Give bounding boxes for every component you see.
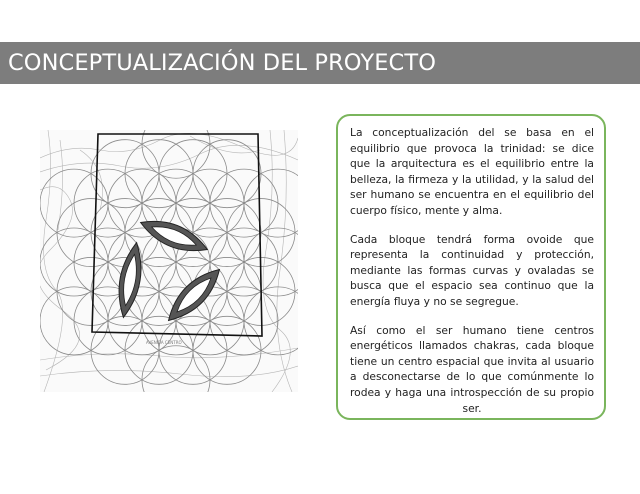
description-box [336, 114, 606, 420]
title-bar [0, 42, 640, 84]
paragraph-trinity: La conceptualización del se basa en el equilibrio que provoca la trinidad: se dice que la arquitectura es el equilibrio entre la belleza, la firmeza y la utilidad, y la salud del ser humano se encuentra en el equilibrio del cuerpo físico, mente y alma. [350, 126, 594, 217]
paragraph-chakras: Así como el ser humano tiene centros energéticos llamados chakras, cada bloque tiene un centro espacial que invita al usuario a desconectarse de lo que comúnmente lo rodea y haga una introspección de su propio ser. [350, 323, 594, 415]
slide-title: CONCEPTUALIZACIÓN DEL PROYECTO [8, 50, 437, 76]
plan-street-label: AVENIDA CENTRO [146, 340, 182, 345]
paragraph-ovoid-form: Cada bloque tendrá forma ovoide que representa la continuidad y protección, mediante las formas curvas y ovaladas se busca que el espacio sea continuo que la energía fluya y no se segregue. [350, 232, 594, 308]
flower-of-life-plan [40, 130, 298, 392]
site-plan-drawing [40, 130, 298, 392]
